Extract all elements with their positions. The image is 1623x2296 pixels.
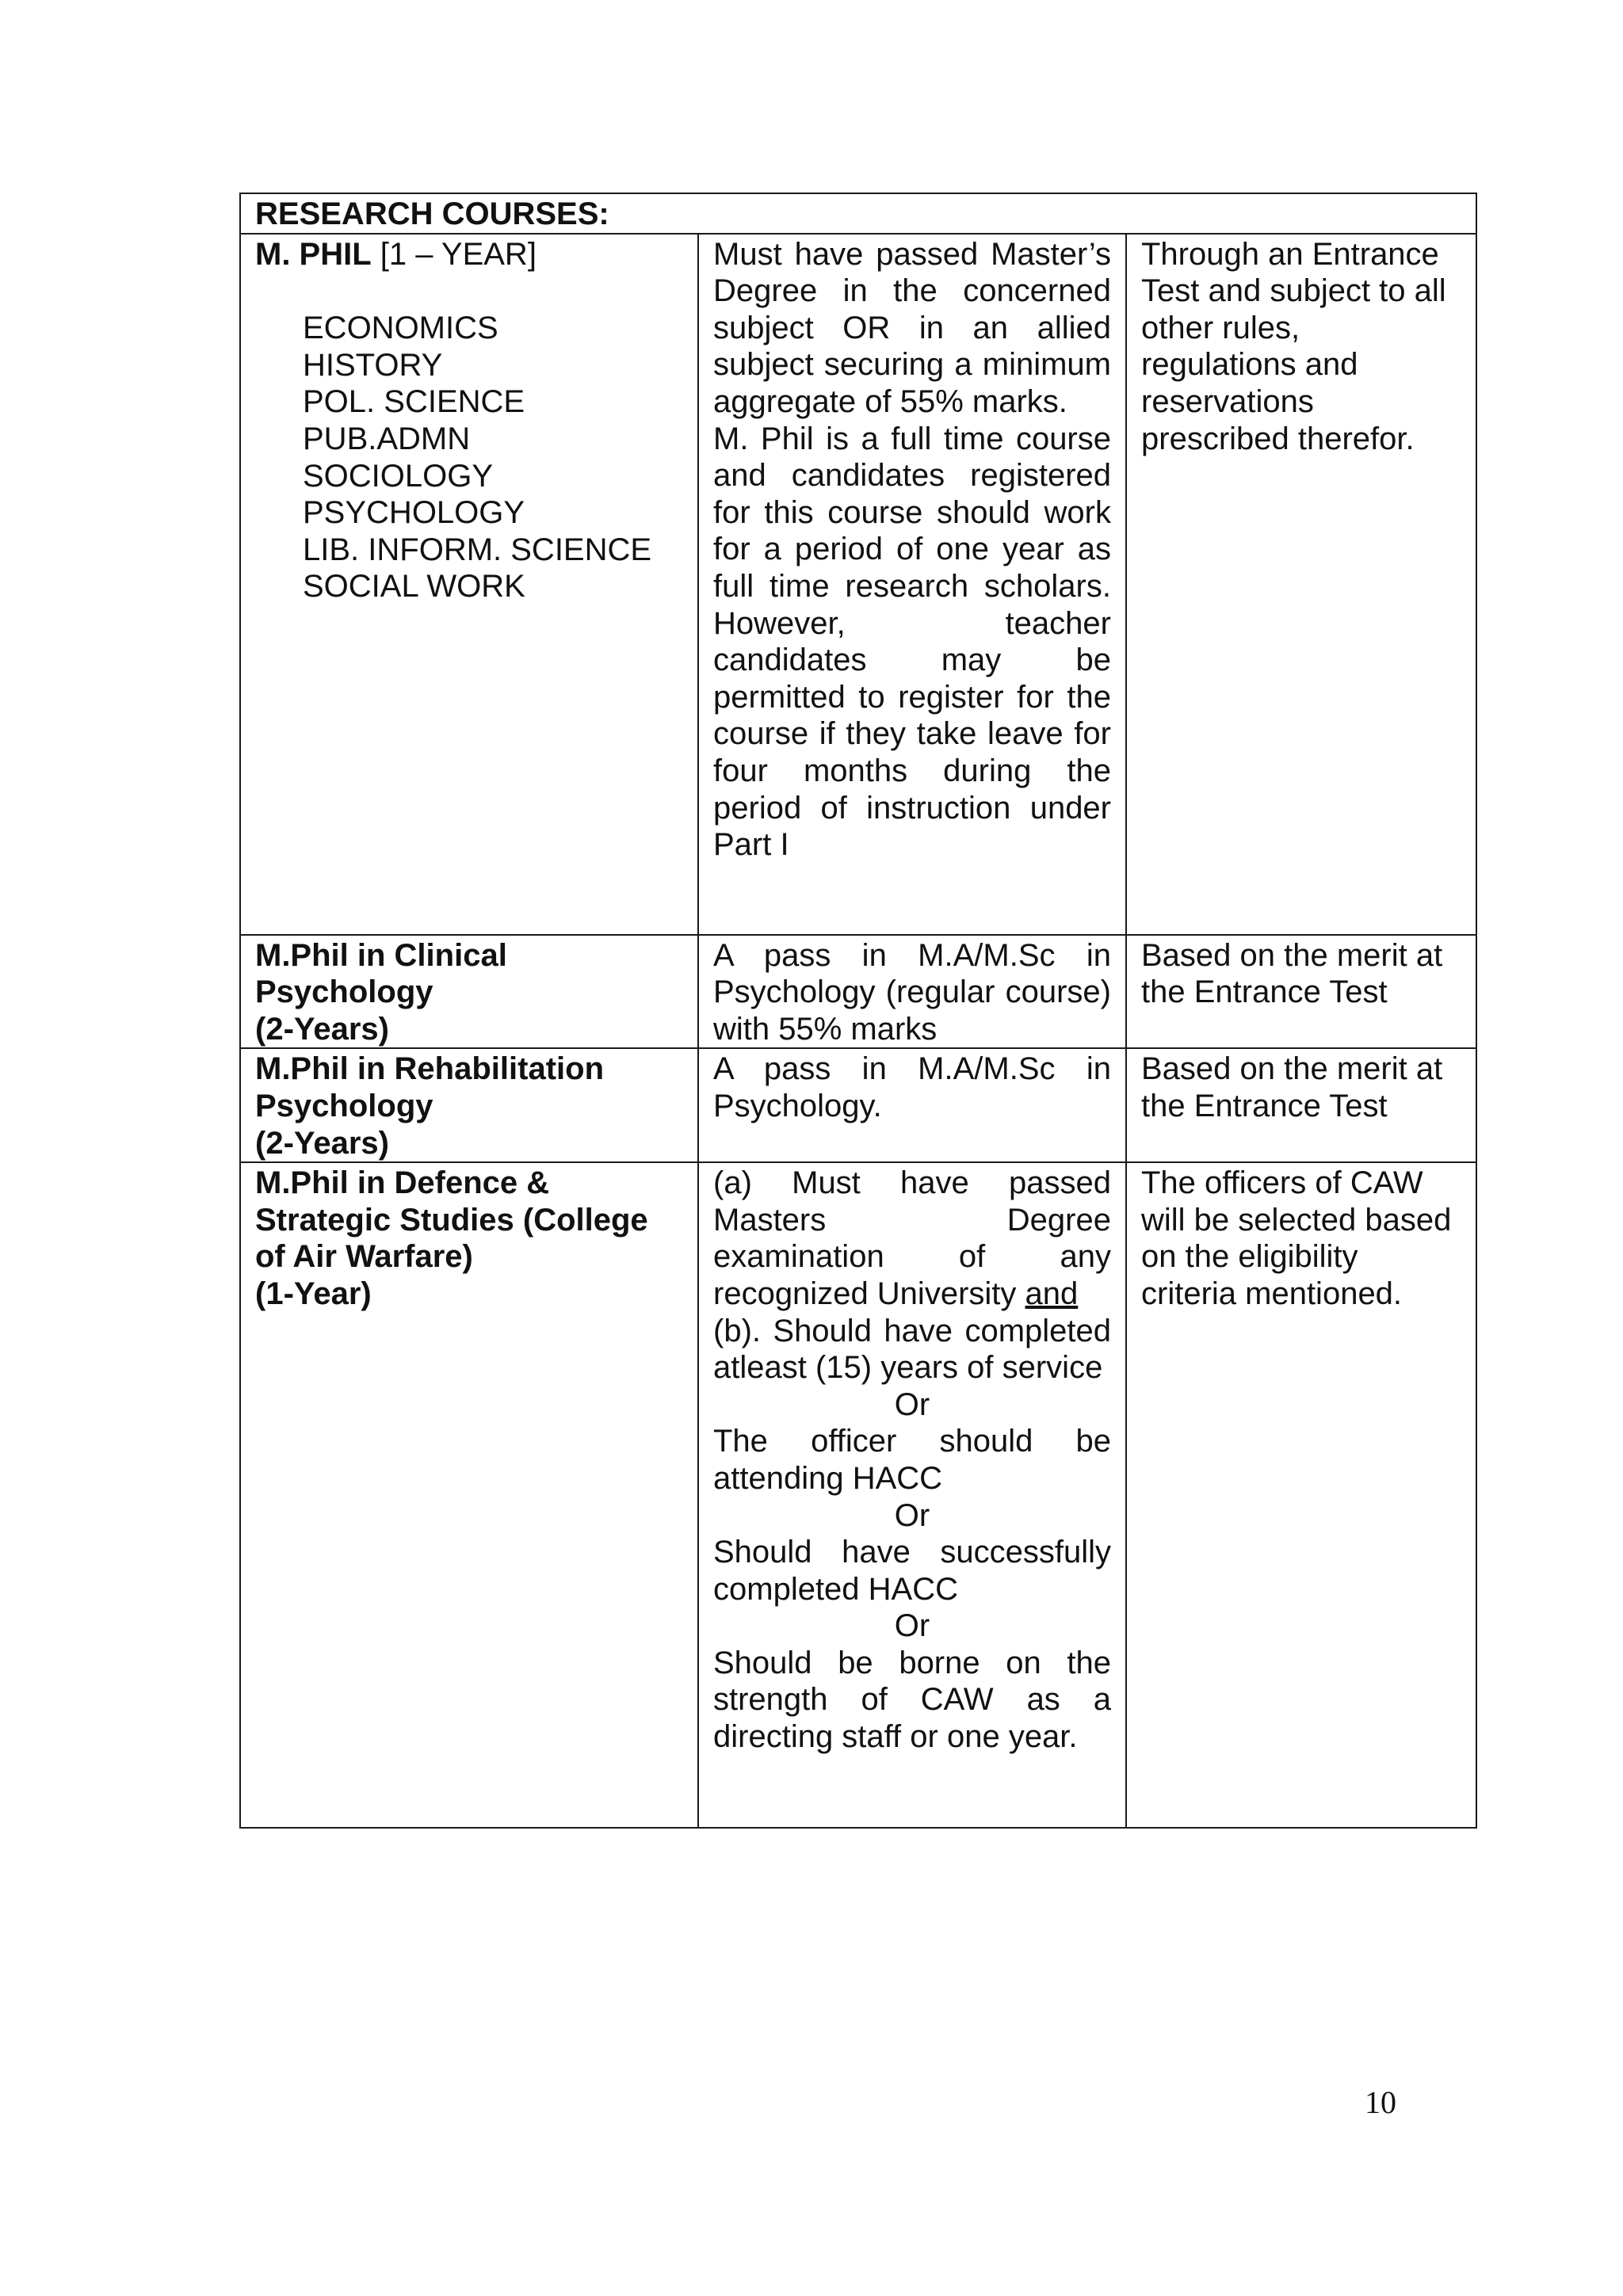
admission-cell: Based on the merit at the Entrance Test (1126, 935, 1476, 1049)
list-item: HISTORY (303, 347, 443, 383)
course-line: Psychology (255, 974, 433, 1010)
eligibility-cell: A pass in M.A/M.Sc in Psychology (regular course) with 55% marks (698, 935, 1126, 1049)
list-item: ECONOMICS (303, 311, 498, 346)
course-cell (240, 234, 698, 935)
table-section-header-row (240, 193, 1476, 234)
table-row (240, 1048, 1476, 1162)
eligibility-option: Should be borne on the strength of CAW as a directing staff or one year. (713, 1645, 1111, 1755)
table-row (240, 234, 1476, 935)
course-line: (2-Years) (255, 1011, 389, 1047)
eligibility-option: Should have successfully completed HACC (713, 1535, 1111, 1607)
list-item: LIB. INFORM. SCIENCE (303, 532, 652, 567)
course-line: Psychology (255, 1088, 433, 1123)
eligibility-condition-b: (b). Should have completed atleast (15) years of service (713, 1313, 1111, 1386)
course-line: (2-Years) (255, 1125, 389, 1161)
list-item: PUB.ADMN (303, 421, 471, 456)
course-cell (240, 1162, 698, 1828)
eligibility-condition-a-text: (a) Must have passed Masters Degree examination of any recognized University (713, 1165, 1111, 1311)
course-line: Strategic Studies (College (255, 1202, 648, 1238)
eligibility-text: Must have passed Master’s Degree in the concerned subject OR in an allied subject securing a minimum aggregate of 55% marks. (713, 236, 1111, 419)
admission-cell: The officers of CAW will be selected based on the eligibility criteria mentioned. (1126, 1162, 1476, 1828)
course-name: M. PHIL (255, 236, 372, 272)
list-item: SOCIOLOGY (303, 458, 494, 494)
course-cell (240, 1048, 698, 1162)
and-connector: and (1025, 1276, 1079, 1311)
eligibility-option: The officer should be attending HACC (713, 1424, 1111, 1496)
eligibility-condition-a (713, 1165, 1111, 1312)
or-separator: Or (894, 1386, 930, 1422)
eligibility-cell (698, 1162, 1126, 1828)
admission-cell: Based on the merit at the Entrance Test (1126, 1048, 1476, 1162)
or-separator: Or (894, 1497, 930, 1533)
eligibility-note: M. Phil is a full time course and candidates registered for this course should work for a period of one year as full time research scholars. However, teacher candidates may be permitted to register for the course if they take leave for four months during the period of instruction under Part I (713, 421, 1111, 863)
course-line: M.Phil in Defence & (255, 1165, 550, 1201)
eligibility-cell: A pass in M.A/M.Sc in Psychology. (698, 1048, 1126, 1162)
list-item: PSYCHOLOGY (303, 495, 525, 531)
table-row (240, 1162, 1476, 1828)
course-cell (240, 935, 698, 1049)
list-item: SOCIAL WORK (303, 569, 525, 605)
subject-list (303, 310, 683, 605)
eligibility-cell (698, 234, 1126, 935)
page-number: 10 (1365, 2084, 1396, 2120)
course-line: of Air Warfare) (255, 1239, 473, 1275)
list-item: POL. SCIENCE (303, 384, 525, 420)
section-title: RESEARCH COURSES: (240, 193, 1476, 234)
course-line: M.Phil in Rehabilitation (255, 1051, 604, 1087)
or-separator: Or (894, 1608, 930, 1644)
table-row (240, 935, 1476, 1049)
course-line: (1-Year) (255, 1276, 372, 1311)
admission-cell: Through an Entrance Test and subject to all other rules, regulations and reservations prescribed therefor. (1126, 234, 1476, 935)
course-duration: [1 – YEAR] (371, 236, 537, 272)
course-line: M.Phil in Clinical (255, 937, 507, 973)
research-courses-table (239, 193, 1477, 1829)
